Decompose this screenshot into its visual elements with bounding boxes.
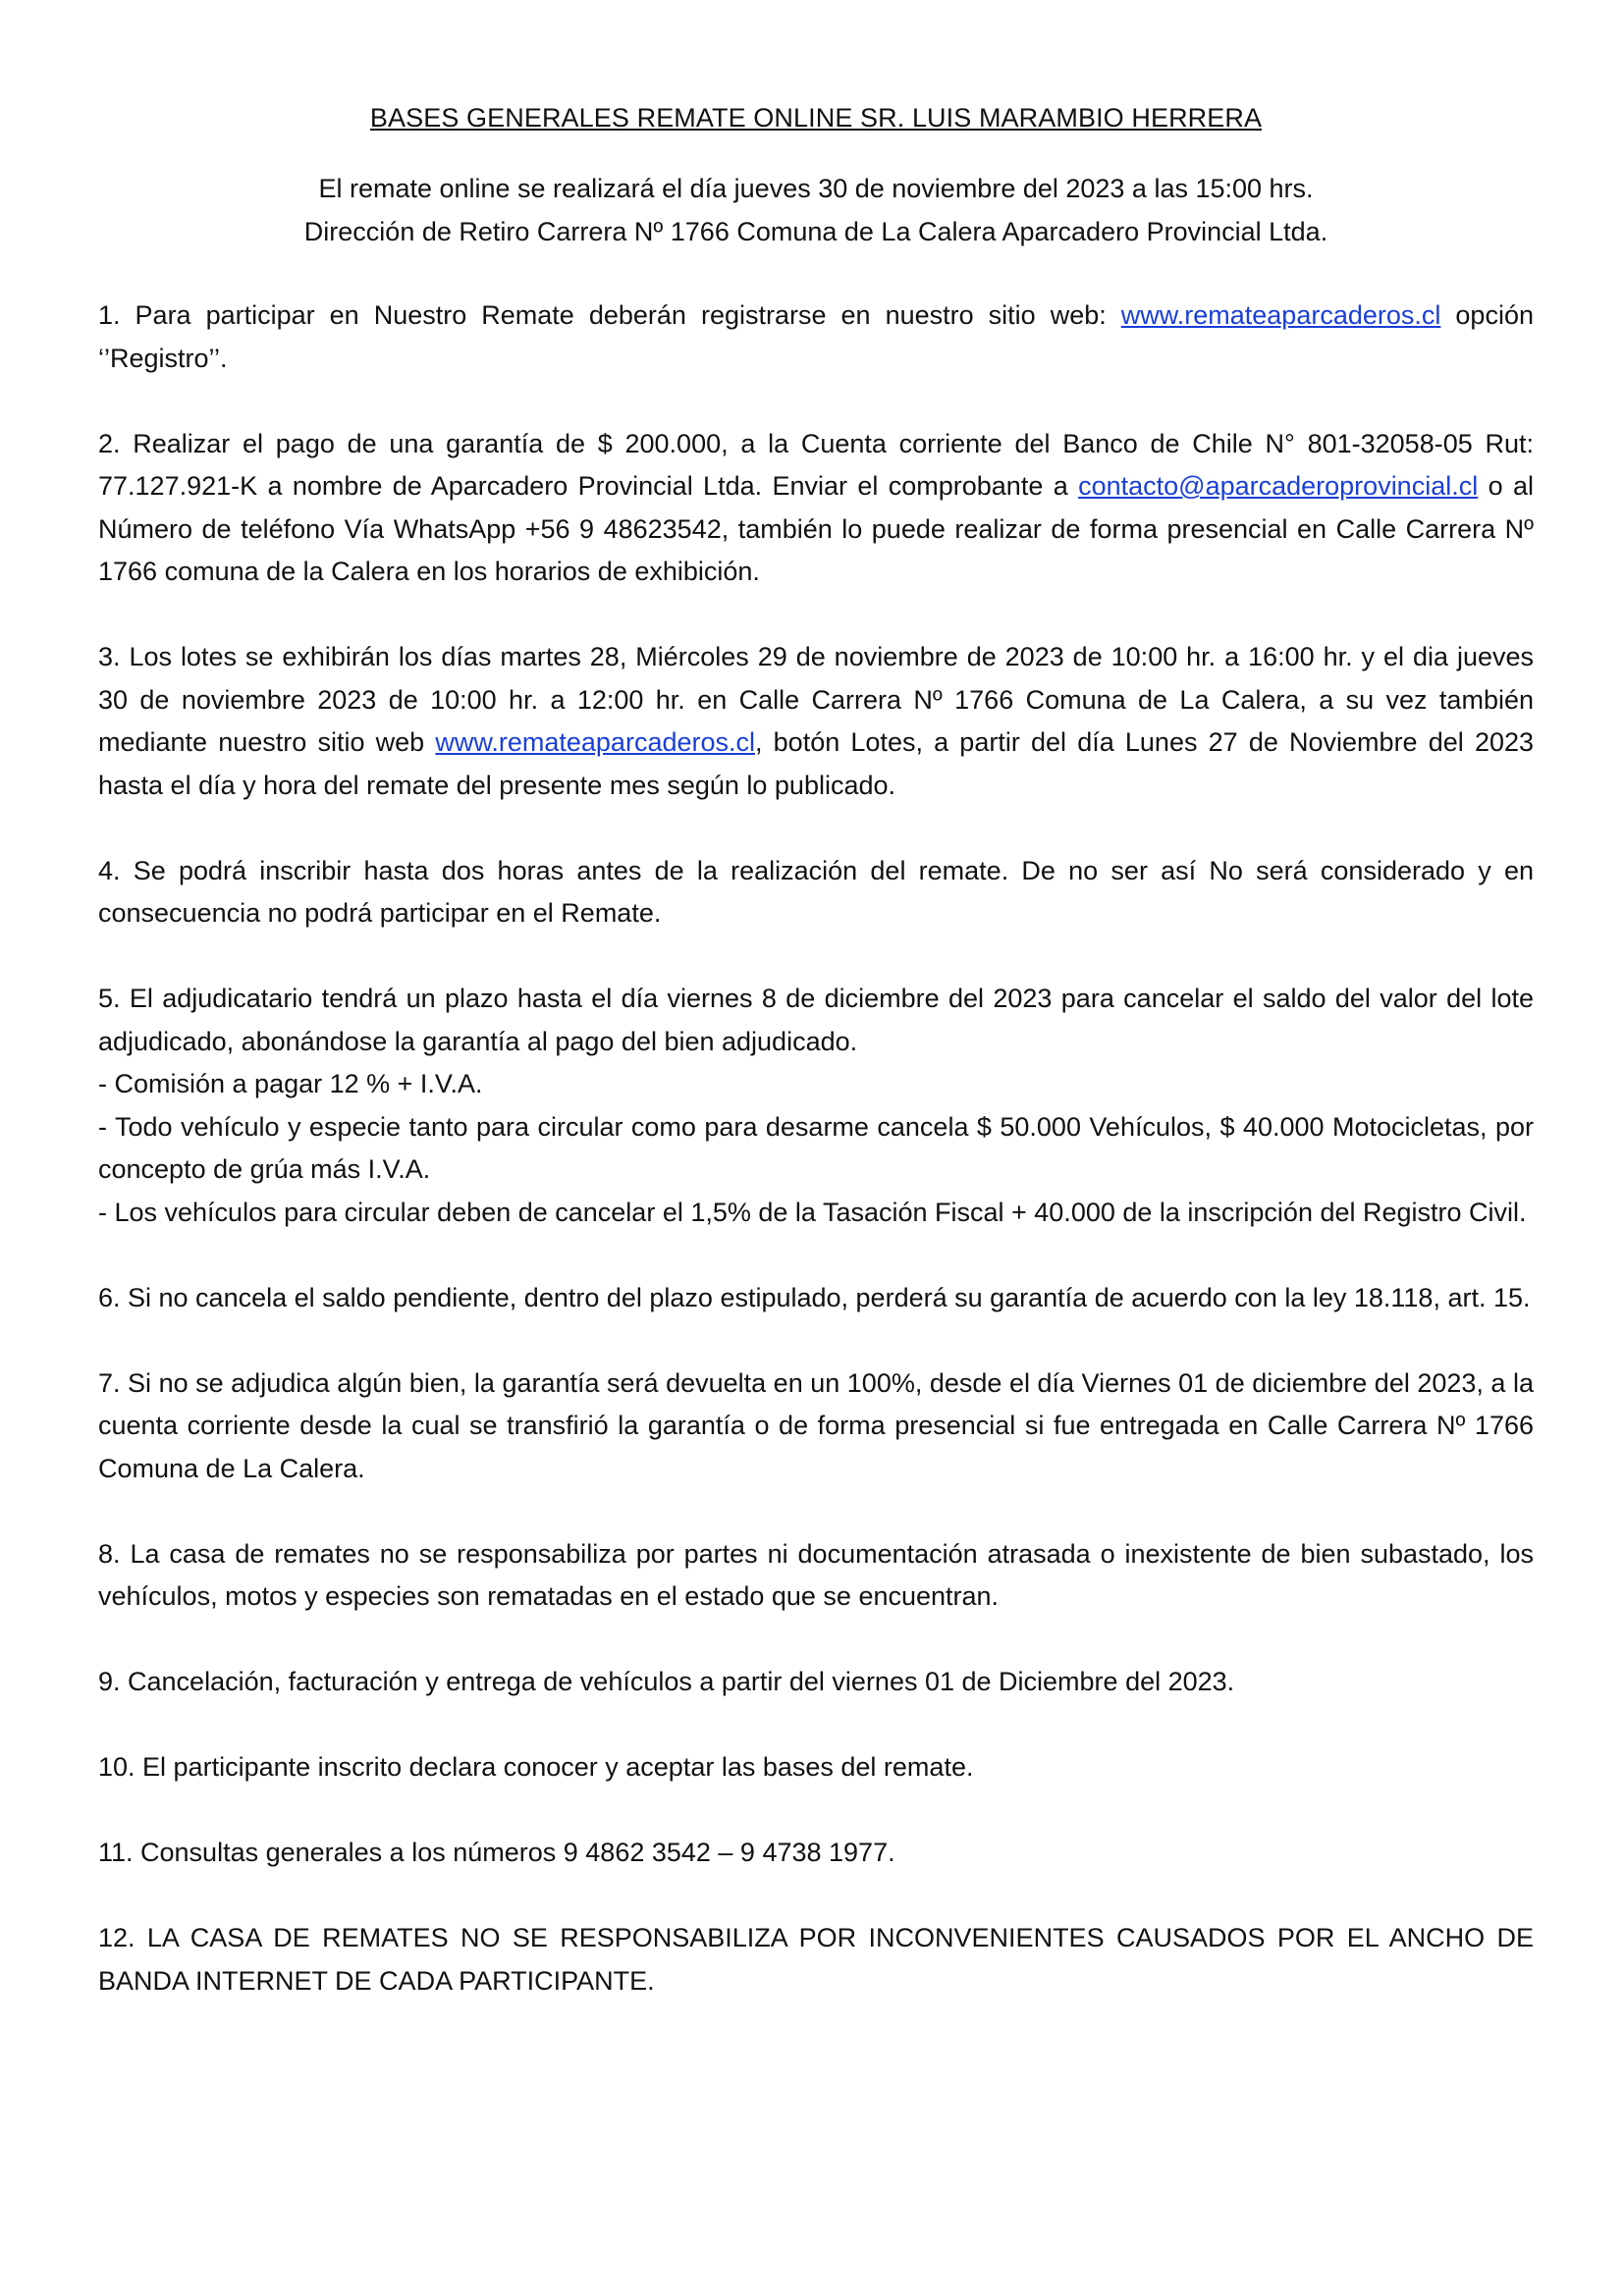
clause-3 <box>98 636 1534 807</box>
clause-10: 10. El participante inscrito declara conocer y aceptar las bases del remate. <box>98 1752 974 1782</box>
clause-5-main: 5. El adjudicatario tendrá un plazo hasta el día viernes 8 de diciembre del 2023 para cancelar el saldo del valor del lote adjudicado, abonándose la garantía al pago del bien adjudicado. <box>98 984 1534 1056</box>
clause-1-text: 1. Para participar en Nuestro Remate deberán registrarse en nuestro sitio web: <box>98 300 1121 330</box>
clause-9: 9. Cancelación, facturación y entrega de vehículos a partir del viernes 01 de Diciembre del 2023. <box>98 1667 1235 1696</box>
intro-address-line: Dirección de Retiro Carrera Nº 1766 Comuna de La Calera Aparcadero Provincial Ltda. <box>303 217 1328 246</box>
clause-2-text: 2. Realizar el pago de una garantía de $ 200.000, a la Cuenta corriente del Banco de Chile N° 801-32058-05 Rut: 77.127.921-K a nombre de Aparcadero Provincial Ltda. Enviar el comprobante a <box>98 428 1534 501</box>
clause-1 <box>98 294 1534 380</box>
intro-block <box>98 167 1534 253</box>
document-title: BASES GENERALES REMATE ONLINE SR. LUIS MARAMBIO HERRERA <box>369 103 1263 133</box>
clause-1-text-end: opción ‘’Registro’’. <box>98 300 1534 373</box>
clause-6: 6. Si no cancela el saldo pendiente, dentro del plazo estipulado, perderá su garantía de acuerdo con la ley 18.118, art. 15. <box>98 1282 1531 1312</box>
clause-12: 12. LA CASA DE REMATES NO SE RESPONSABILIZA POR INCONVENIENTES CAUSADOS POR EL ANCHO DE BANDA INTERNET DE CADA PARTICIPANTE. <box>98 1923 1534 1996</box>
clause-8: 8. La casa de remates no se responsabiliza por partes ni documentación atrasada o inexistente de bien subastado, los vehículos, motos y especies son rematadas en el estado que se encuentran. <box>98 1538 1534 1611</box>
clause-5-towing: - Todo vehículo y especie tanto para circular como para desarme cancela $ 50.000 Vehículos, $ 40.000 Motocicletas, por concepto de grúa más I.V.A. <box>98 1111 1534 1184</box>
clause-4: 4. Se podrá inscribir hasta dos horas antes de la realización del remate. De no ser así No será considerado y en consecuencia no podrá participar en el Remate. <box>98 855 1534 928</box>
clause-11: 11. Consultas generales a los números 9 4862 3542 – 9 4738 1977. <box>98 1838 895 1867</box>
clause-5-registration: - Los vehículos para circular deben de cancelar el 1,5% de la Tasación Fiscal + 40.000 de la inscripción del Registro Civil. <box>98 1197 1527 1227</box>
document-page <box>98 96 1534 2046</box>
clause-2 <box>98 423 1534 594</box>
intro-date-line: El remate online se realizará el día jueves 30 de noviembre del 2023 a las 15:00 hrs. <box>318 174 1314 203</box>
clause-5 <box>98 978 1534 1234</box>
clause-3-text-end: , botón Lotes, a partir del día Lunes 27 de Noviembre del 2023 hasta el día y hora del remate del presente mes según lo publicado. <box>98 727 1535 800</box>
website-link[interactable]: www.remateaparcaderos.cl <box>1120 300 1441 330</box>
clause-5-commission: - Comisión a pagar 12 % + I.V.A. <box>98 1069 483 1098</box>
clause-7: 7. Si no se adjudica algún bien, la garantía será devuelta en un 100%, desde el día Viernes 01 de diciembre del 2023, a la cuenta corriente desde la cual se transfirió la garantía o de forma presencial si fue entregada en Calle Carrera Nº 1766 Comuna de La Calera. <box>98 1367 1534 1483</box>
clause-3-text: 3. Los lotes se exhibirán los días martes 28, Miércoles 29 de noviembre de 2023 de 10:00 hr. a 16:00 hr. y el dia jueves 30 de noviembre 2023 de 10:00 hr. a 12:00 hr. en Calle Carrera Nº 1766 Comuna de La Calera, a su vez también mediante nuestro sitio web <box>98 642 1534 757</box>
email-link[interactable]: contacto@aparcaderoprovincial.cl <box>1078 471 1479 501</box>
website-link-2[interactable]: www.remateaparcaderos.cl <box>435 727 755 757</box>
clause-2-text-end: o al Número de teléfono Vía WhatsApp +56 9 48623542, también lo puede realizar de forma presencial en Calle Carrera Nº 1766 comuna de la Calera en los horarios de exhibición. <box>98 471 1534 586</box>
